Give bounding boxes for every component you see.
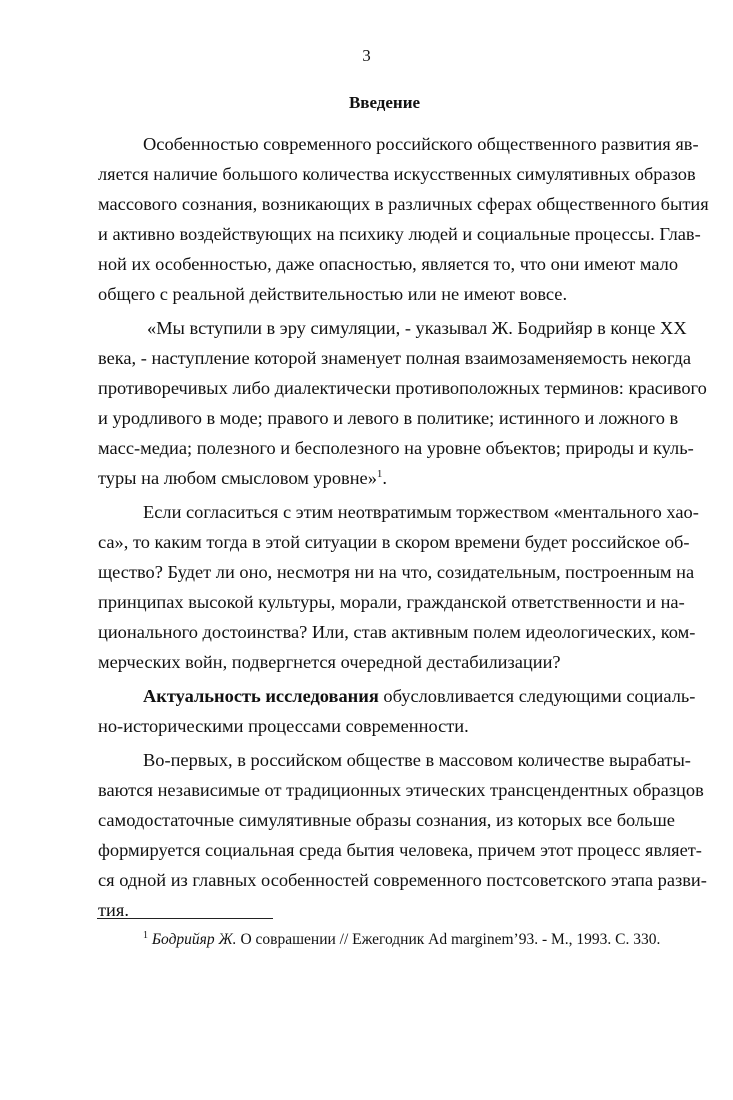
text-line: «Мы вступили в эру симуляции, - указывал Ж. Бодрийяр в конце XX (147, 318, 687, 338)
text-line: ной их особенностью, даже опасностью, является то, что они имеют мало (98, 254, 679, 274)
page-number: 3 (362, 46, 371, 65)
text-line: ваются независимые от традиционных этических трансцендентных образцов (98, 780, 704, 800)
text-line: формируется социальная среда бытия человека, причем этот процесс являет- (98, 840, 702, 860)
footnote-reference[interactable]: 1 (376, 468, 383, 480)
footnote (143, 930, 660, 950)
text-line: тия. (98, 900, 129, 920)
text-line: мерческих войн, подвергнется очередной дестабилизации? (98, 652, 561, 672)
footnote-separator (97, 918, 273, 919)
text-line: но-историческими процессами современности. (98, 716, 469, 736)
footnote-author: Бодрийяр Ж. (151, 931, 237, 948)
text-line-content: туры на любом смысловом уровне» (98, 468, 377, 488)
text-line: Особенностью современного российского общественного развития яв- (143, 134, 699, 154)
text-line: и активно воздействующих на психику людей и социальные процессы. Глав- (98, 224, 701, 244)
section-heading: Введение (348, 93, 421, 112)
text-line: туры на любом смысловом уровне»$^1$. (98, 468, 388, 488)
text-line: щество? Будет ли оно, несмотря ни на что, созидательным, построенным на (98, 562, 695, 582)
text-line: ляется наличие большого количества искусственных симулятивных образов (98, 164, 696, 184)
text-line: самодостаточные симулятивные образы сознания, из которых все больше (98, 810, 675, 830)
text-line: масс-медиа; полезного и бесполезного на уровне объектов; природы и куль- (98, 438, 694, 458)
text-line-content: обусловливается следующими социаль- (378, 686, 696, 706)
footnote-text: О соврашении // Ежегодник Ad marginem’93. - М., 1993. С. 330. (236, 931, 661, 948)
text-line: принципах высокой культуры, морали, гражданской ответственности и на- (98, 592, 685, 612)
text-line: ционального достоинства? Или, став активным полем идеологических, ком- (98, 622, 696, 642)
text-line: общего с реальной действительностью или не имеют вовсе. (98, 284, 568, 304)
text-line: и уродливого в моде; правого и левого в политике; истинного и ложного в (98, 408, 679, 428)
text-line: Если согласиться с этим неотвратимым торжеством «ментального хао- (143, 502, 699, 522)
text-line: противоречивых либо диалектически противоположных терминов: красивого (98, 378, 707, 398)
bold-lead: Актуальность исследования (143, 686, 379, 706)
text-line (143, 682, 696, 710)
text-line: массового сознания, возникающих в различных сферах общественного бытия (98, 194, 709, 214)
footnote-marker: 1 (143, 930, 148, 941)
text-line: са», то каким тогда в этой ситуации в скором времени будет российское об- (98, 532, 690, 552)
text-line: века, - наступление которой знаменует полная взаимозаменяемость некогда (98, 348, 692, 368)
text-line: Во-первых, в российском обществе в массовом количестве вырабаты- (143, 750, 691, 770)
text-line: ся одной из главных особенностей современного постсоветского этапа разви- (98, 870, 707, 890)
